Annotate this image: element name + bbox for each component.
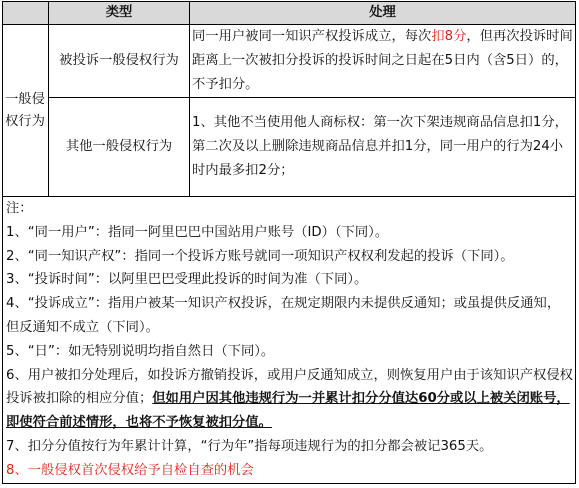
header-type: 类型 bbox=[49, 2, 190, 25]
rules-table bbox=[2, 1, 576, 484]
handle-text-before: 同一用户被同一知识产权投诉成立，每次 bbox=[192, 29, 432, 44]
rules-document bbox=[2, 1, 575, 484]
notes-row bbox=[3, 197, 576, 484]
handle-text-red-deduction: 扣8分 bbox=[431, 29, 467, 44]
type-cell-complaint: 被投诉一般侵权行为 bbox=[49, 25, 190, 98]
note-item-6-bold: 但如用户因其他违规行为一并累计扣分分值达60分或以上被关闭账号，即使符合前述情形，也将不予恢复被扣分值。 bbox=[6, 391, 570, 431]
note-item-7: 7、扣分分值按行为年累计计算，“行为年”指每项违规行为的扣分都会被记365天。 bbox=[6, 438, 493, 454]
handle-cell-complaint bbox=[190, 25, 576, 98]
note-item-4: 4、“投诉成立”：指用户被某一知识产权投诉，在规定期限内未提供反通知；或虽提供反通知，但反通知不成立（下同）。 bbox=[6, 296, 561, 335]
note-item-3: 3、“投诉时间”：以阿里巴巴受理此投诉的时间为准（下同）。 bbox=[6, 272, 368, 288]
note-item-1: 1、“同一用户”：指同一阿里巴巴中国站用户账号（ID）（下同）。 bbox=[6, 224, 389, 240]
note-item-5: 5、“日”：如无特别说明均指自然日（下同）。 bbox=[6, 343, 275, 359]
type-cell-other: 其他一般侵权行为 bbox=[49, 98, 190, 197]
header-handle: 处理 bbox=[190, 2, 576, 25]
handle-text-after: ，但再次投诉时间距离上一次被扣分投诉的投诉时间之日起在5日内（含5日）的，不予扣分。 bbox=[192, 29, 573, 92]
notes-title: 注： bbox=[6, 201, 33, 216]
table-row bbox=[3, 98, 576, 197]
note-item-8: 8、一般侵权首次侵权给予自检自查的机会 bbox=[6, 462, 254, 478]
category-cell: 一般侵权行为 bbox=[3, 25, 49, 197]
table-row bbox=[3, 25, 576, 98]
note-item-6-text: 6、用户被扣分处理后，如投诉方撤销投诉，或用户反通知成立，则恢复用户由于该知识产权侵权投诉被扣除的相应分值； bbox=[6, 367, 573, 407]
notes-cell bbox=[3, 197, 576, 484]
handle-cell-other: 1、其他不当使用他人商标权：第一次下架违规商品信息扣1分，第二次及以上删除违规商品信息并扣1分，同一用户的行为24小时内最多扣2分； bbox=[190, 98, 576, 197]
table-header-row bbox=[3, 2, 576, 25]
header-blank-cell bbox=[3, 2, 49, 25]
note-item-6 bbox=[6, 364, 573, 435]
note-item-2: 2、“同一知识产权”：指同一个投诉方账号就同一项知识产权权利发起的投诉（下同）。 bbox=[6, 248, 514, 264]
